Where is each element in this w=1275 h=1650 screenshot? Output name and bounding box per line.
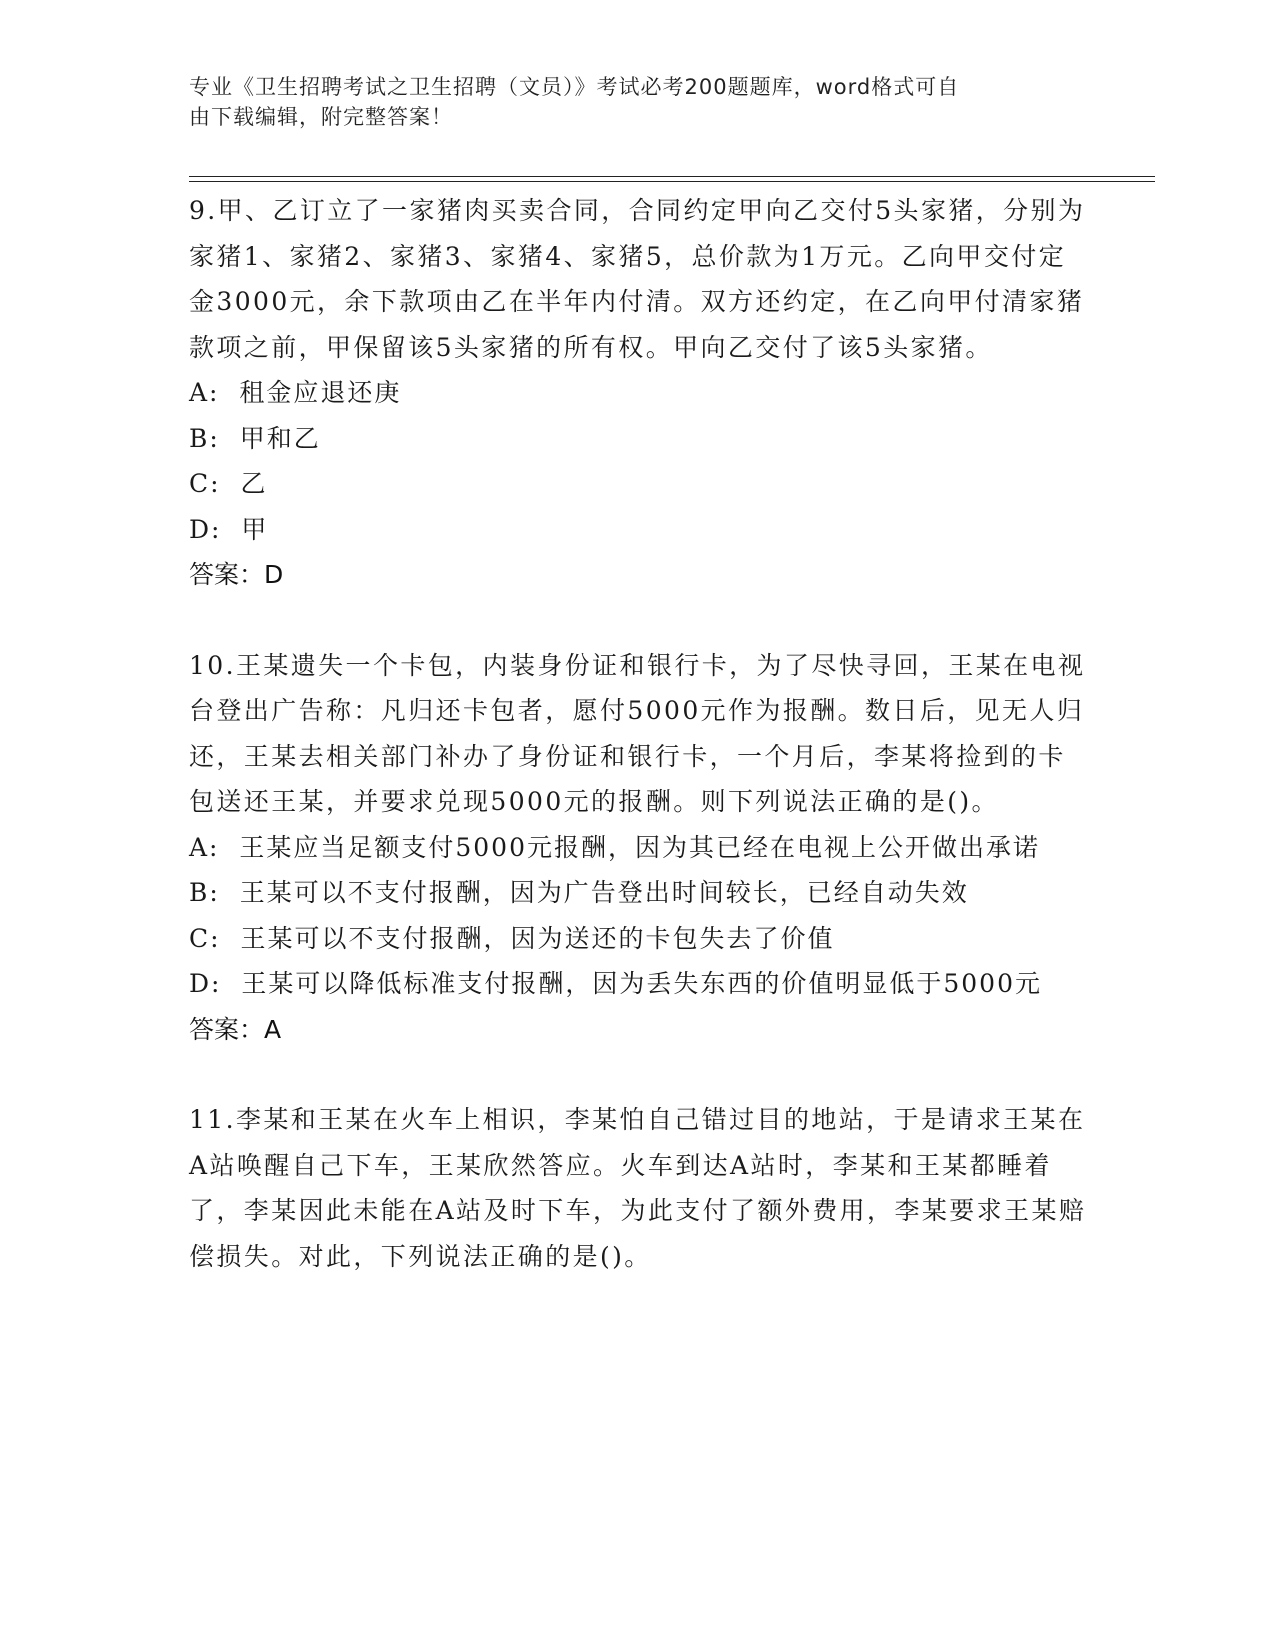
option-c: C: 乙 <box>189 469 268 498</box>
answer-line: 答案：A <box>189 1014 282 1044</box>
option-b: B: 甲和乙 <box>189 423 321 453</box>
question-10 <box>189 643 1089 1053</box>
option-a: A: 王某应当足额支付5000元报酬，因为其已经在电视上公开做出承诺 <box>189 832 1040 862</box>
option-d: D: 王某可以降低标准支付报酬，因为丢失东西的价值明显低于5000元 <box>189 969 1042 998</box>
question-11 <box>189 1097 1089 1279</box>
header-divider-top <box>189 176 1155 177</box>
question-stem: 9.甲、乙订立了一家猪肉买卖合同，合同约定甲向乙交付5头家猪，分别为家猪1、家猪2、家猪3、家猪4、家猪5，总价款为1万元。乙向甲交付定金3000元，余下款项由乙在半年内付清。双方还约定，在乙向甲付清家猪款项之前，甲保留该5头家猪的所有权。甲向乙交付了该5头家猪。 <box>189 196 1086 362</box>
answer-line: 答案：D <box>189 560 284 589</box>
option-b: B: 王某可以不支付报酬，因为广告登出时间较长，已经自动失效 <box>189 878 969 907</box>
option-a: A: 租金应退还庚 <box>189 378 402 407</box>
question-stem: 11.李某和王某在火车上相识，李某怕自己错过目的地站，于是请求王某在A站唤醒自己下车，王某欣然答应。火车到达A站时，李某和王某都睡着了，李某因此未能在A站及时下车，为此支付了额外费用，李某要求王某赔偿损失。对此，下列说法正确的是()。 <box>189 1105 1087 1271</box>
header-line-1: 专业《卫生招聘考试之卫生招聘（文员）》考试必考200题题库，word格式可自 <box>189 75 960 99</box>
question-list <box>189 188 1089 1279</box>
header-divider-bottom <box>189 181 1155 182</box>
document-header <box>189 72 1089 132</box>
option-d: D: 甲 <box>189 514 269 544</box>
option-c: C: 王某可以不支付报酬，因为送还的卡包失去了价值 <box>189 923 835 953</box>
question-9 <box>189 188 1089 598</box>
header-line-2: 由下载编辑，附完整答案！ <box>189 105 453 129</box>
question-stem: 10.王某遗失一个卡包，内装身份证和银行卡，为了尽快寻回，王某在电视台登出广告称：凡归还卡包者，愿付5000元作为报酬。数日后，见无人归还，王某去相关部门补办了身份证和银行卡，一个月后，李某将捡到的卡包送还王某，并要求兑现5000元的报酬。则下列说法正确的是()。 <box>189 650 1086 816</box>
